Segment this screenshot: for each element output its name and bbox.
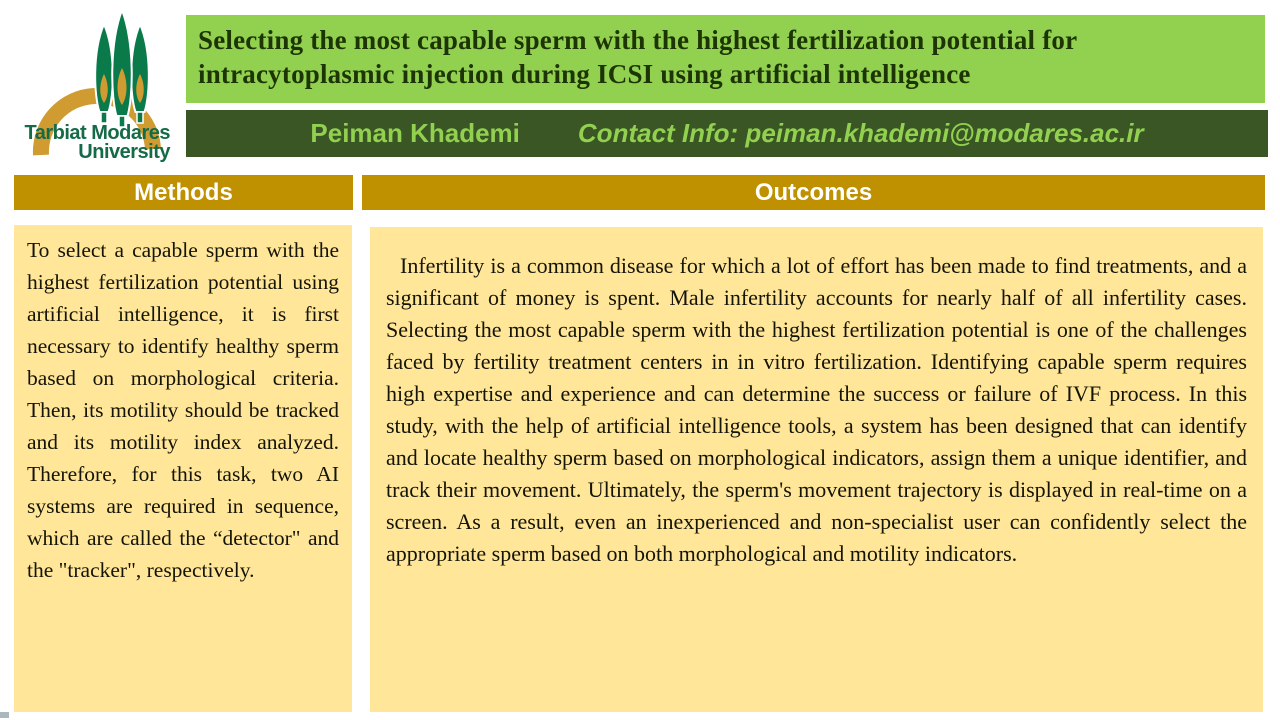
logo-text-line1: Tarbiat Modares (24, 122, 170, 144)
corner-artifact (0, 712, 9, 718)
author-name: Peiman Khademi (310, 118, 520, 148)
logo-graphic (0, 0, 185, 168)
author-bar (186, 110, 1268, 157)
logo-cypress-left-icon (95, 24, 113, 123)
logo-cypress-right-icon (131, 24, 149, 123)
university-logo (0, 0, 185, 168)
methods-heading (14, 175, 353, 210)
outcomes-heading-label: Outcomes (754, 178, 873, 206)
outcomes-heading (362, 175, 1265, 210)
methods-heading-label: Methods (134, 178, 233, 206)
outcomes-paragraph: Infertility is a common disease for which a lot of effort has been made to find treatments, and a significant of money is spent. Male infertility accounts for nearly half of all infertility cases. Selecting the most capable sperm with the highest fertilization potential is one of the challenges faced by fertility treatment centers in in vitro fertilization. Identifying capable sperm requires high expertise and experience and can determine the success or failure of IVF process. In this study, with the help of artificial intelligence tools, a system has been designed that can identify and locate healthy sperm based on morphological indicators, assign them a unique identifier, and track their movement. Ultimately, the sperm's movement trajectory is displayed in real-time on a screen. As a result, even an inexperienced and non-specialist user can confidently select the appropriate sperm based on both morphological and motility indicators. (386, 253, 1247, 566)
poster-title: Selecting the most capable sperm with the highest fertilization potential for intracytoplasmic injection during ICSI using artificial intelligence (186, 15, 1265, 103)
logo-cypress-middle-icon (112, 10, 132, 127)
methods-text: To select a capable sperm with the highest fertilization potential using artificial intelligence, it is first necessary to identify healthy sperm based on morphological criteria. Then, its motility should be tracked and its motility index analyzed. Therefore, for this task, two AI systems are required in sequence, which are called the “detector" and the "tracker", respectively. (14, 225, 352, 712)
contact-info: Contact Info: peiman.khademi@modares.ac.ir (577, 118, 1144, 148)
logo-text-line2: University (78, 141, 170, 163)
outcomes-text (370, 227, 1263, 712)
